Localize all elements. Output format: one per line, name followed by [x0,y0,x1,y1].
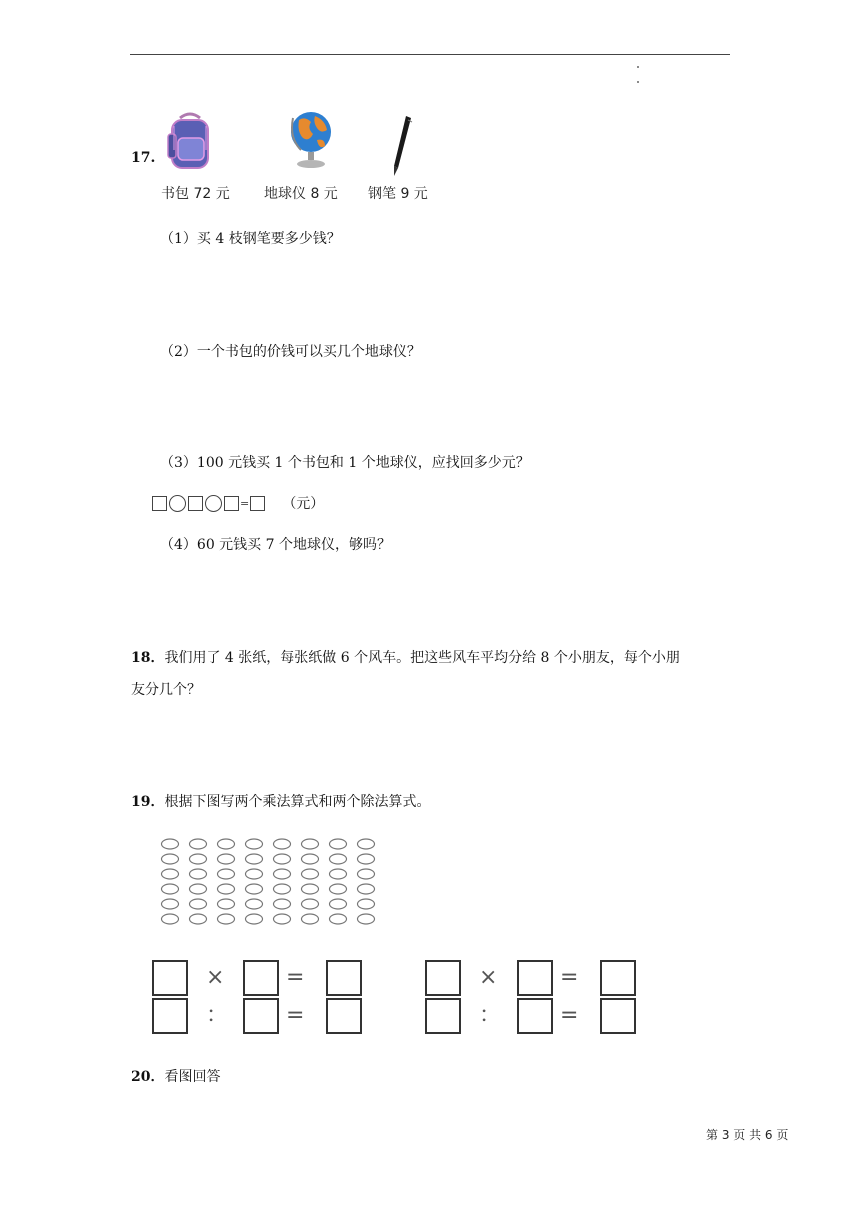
grid-dot [246,884,263,894]
grid-dot [274,854,291,864]
grid-dot [218,914,235,924]
backpack-icon [164,110,216,172]
grid-dot [190,869,207,879]
answer-box[interactable] [425,998,461,1034]
grid-dot [302,899,319,909]
grid-dot [302,869,319,879]
grid-dot [330,914,347,924]
grid-dot [302,884,319,894]
answer-box[interactable] [152,998,188,1034]
grid-dot [358,914,375,924]
question-number-17: 17. [131,150,156,166]
header-mark [637,66,639,68]
price-label-backpack: 书包 72 元 [161,186,230,202]
question-number-18: 18． [131,650,165,666]
answer-box[interactable] [425,960,461,996]
answer-box[interactable] [188,496,203,511]
grid-dot [246,899,263,909]
grid-dot [330,839,347,849]
question-number-20: 20． [131,1069,165,1085]
answer-box[interactable] [243,960,279,996]
page-footer: 第 3 页 共 6 页 [706,1128,789,1142]
answer-box[interactable] [326,998,362,1034]
answer-box[interactable] [224,496,239,511]
question-18 [131,648,680,668]
grid-dot [302,914,319,924]
header-mark [637,81,639,83]
question-20 [131,1067,220,1087]
answer-box[interactable] [243,998,279,1034]
equals-sign: = [560,965,579,990]
grid-dot [330,869,347,879]
price-label-pen: 钢笔 9 元 [368,186,428,202]
pen-icon [388,114,416,178]
q17-subquestion-2: （2）一个书包的价钱可以买几个地球仪？ [160,344,421,360]
equals-sign: = [286,1003,305,1028]
grid-dot [246,839,263,849]
grid-dot [190,899,207,909]
operator-circle[interactable] [169,495,186,512]
grid-dot [162,869,179,879]
divide-sign: ： [206,1003,229,1028]
grid-dot [218,839,235,849]
grid-dot [162,899,179,909]
question-19-text: 根据下图写两个乘法算式和两个除法算式。 [164,794,431,810]
question-number-19: 19． [131,794,165,810]
grid-dot [162,839,179,849]
grid-dot [274,914,291,924]
grid-dot [162,884,179,894]
grid-dot [190,854,207,864]
grid-dot [190,839,207,849]
grid-dot [330,899,347,909]
answer-box[interactable] [152,496,167,511]
multiply-sign: × [206,965,225,990]
grid-dot [190,884,207,894]
grid-dot [274,899,291,909]
grid-dot [330,884,347,894]
price-label-globe: 地球仪 8 元 [264,186,338,202]
grid-dot [162,914,179,924]
operator-circle[interactable] [205,495,222,512]
grid-dot [218,854,235,864]
grid-dot [358,869,375,879]
grid-dot [358,854,375,864]
grid-dot [246,914,263,924]
answer-box[interactable] [517,960,553,996]
answer-box[interactable] [600,960,636,996]
answer-box[interactable] [600,998,636,1034]
answer-box[interactable] [517,998,553,1034]
grid-dot [330,854,347,864]
grid-dot [302,854,319,864]
globe-icon [287,108,335,170]
grid-dot [274,839,291,849]
grid-dot [274,869,291,879]
multiply-sign: × [479,965,498,990]
grid-dot [190,914,207,924]
dot-grid [150,832,390,932]
question-20-text: 看图回答 [164,1069,221,1085]
equation-template [152,493,324,513]
q17-subquestion-3: （3）100 元钱买 1 个书包和 1 个地球仪，应找回多少元？ [160,455,530,471]
grid-dot [246,869,263,879]
answer-box[interactable] [250,496,265,511]
unit-label: （元） [282,495,325,512]
grid-dot [302,839,319,849]
grid-dot [246,854,263,864]
answer-box[interactable] [326,960,362,996]
q17-subquestion-4: （4）60 元钱买 7 个地球仪，够吗？ [160,537,391,553]
grid-dot [218,899,235,909]
grid-dot [358,839,375,849]
grid-dot [162,854,179,864]
header-rule [130,54,730,55]
divide-sign: ： [479,1003,502,1028]
grid-dot [274,884,291,894]
grid-dot [358,884,375,894]
grid-dot [218,884,235,894]
answer-box[interactable] [152,960,188,996]
question-19 [131,792,430,812]
q17-subquestion-1: （1）买 4 枝钢笔要多少钱？ [160,231,341,247]
equals-sign: = [560,1003,579,1028]
question-18-line1: 我们用了 4 张纸，每张纸做 6 个风车。把这些风车平均分给 8 个小朋友，每个小朋 [164,650,680,666]
grid-dot [358,899,375,909]
question-18-line2: 友分几个？ [131,682,201,698]
grid-dot [218,869,235,879]
equals-sign: = [286,965,305,990]
equals-sign: = [240,497,250,510]
